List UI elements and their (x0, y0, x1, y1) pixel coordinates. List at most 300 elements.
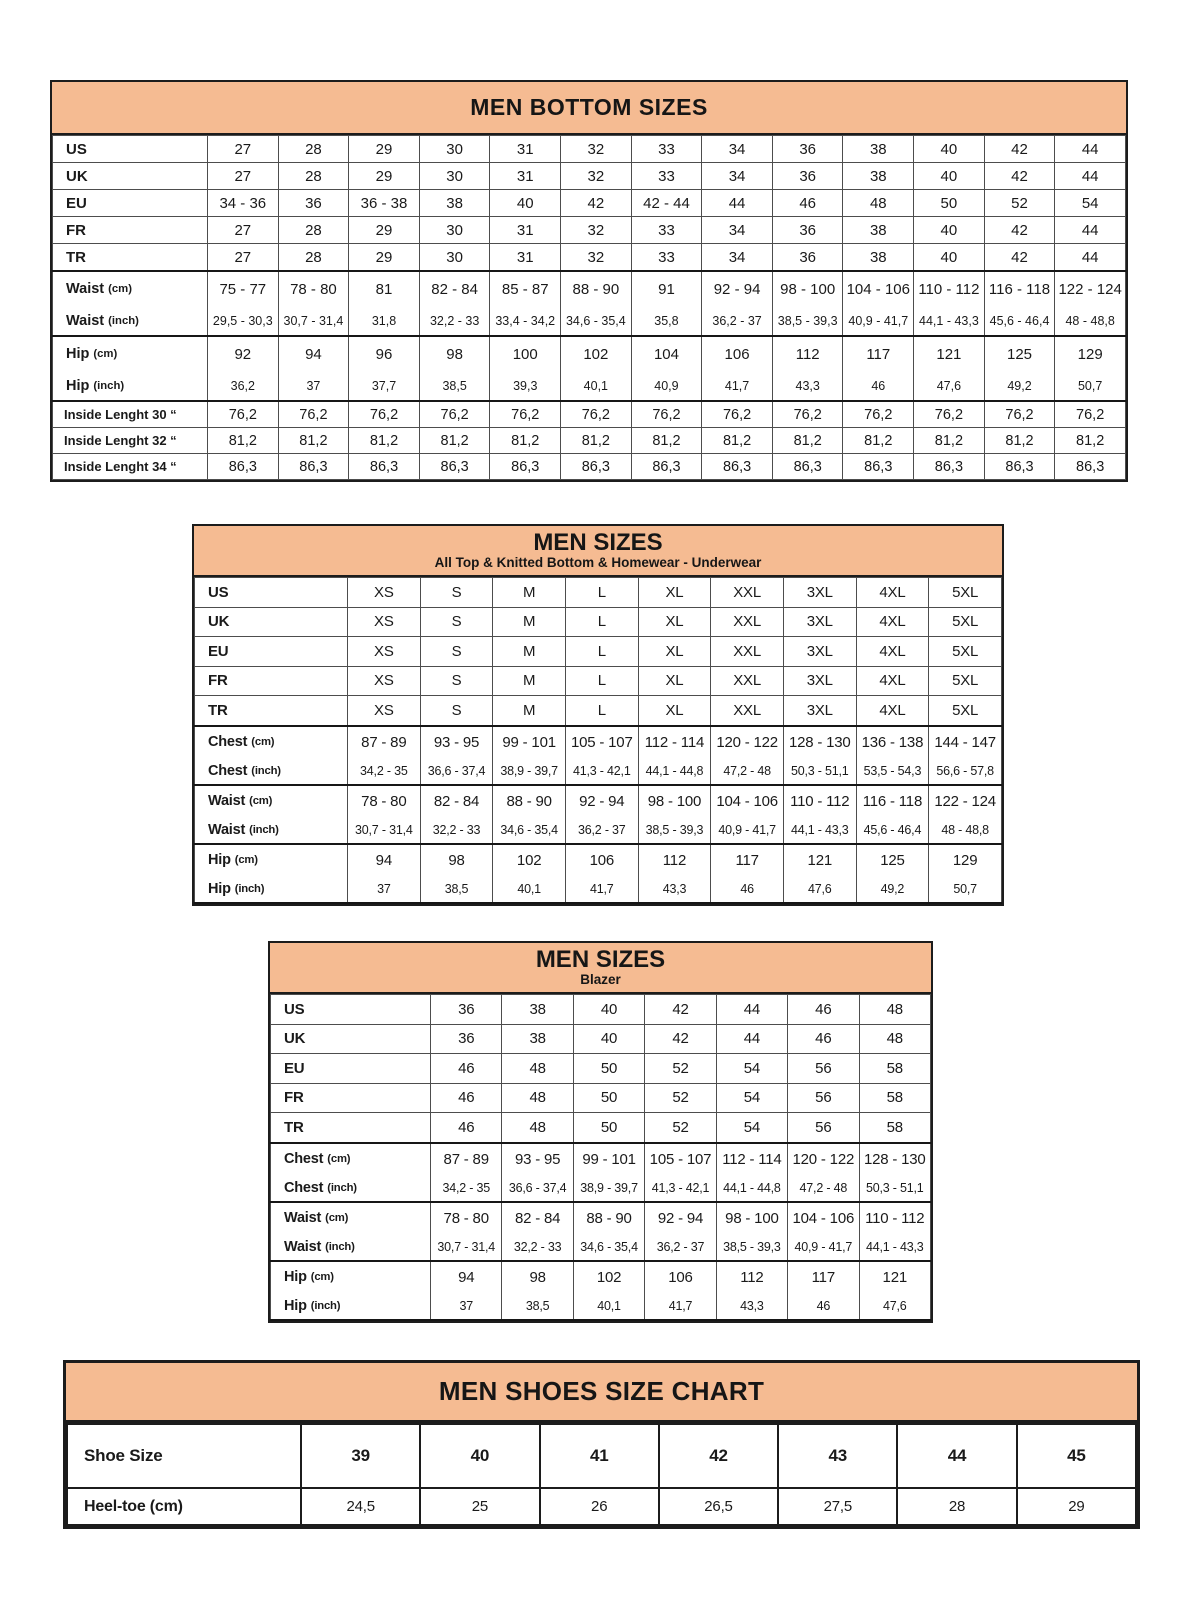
size-cell-inch: 40,1 (597, 1298, 621, 1313)
size-cell: 42 (561, 190, 632, 217)
size-cell (420, 785, 493, 844)
row-label (195, 666, 348, 696)
size-cell-cm: 116 - 118 (862, 792, 923, 810)
row-label-text: US (284, 1000, 305, 1018)
size-cell: 4XL (856, 607, 929, 637)
row-label-line (208, 845, 347, 876)
size-cell-inch: 44,1 - 43,3 (790, 822, 849, 837)
size-cell: 32 (561, 244, 632, 272)
size-cell: 48 (502, 1054, 573, 1084)
size-cell (702, 271, 773, 336)
size-cell: S (420, 637, 493, 667)
size-cell-cm: 125 (880, 851, 905, 869)
row-label (53, 428, 208, 454)
size-cell (1055, 271, 1126, 336)
size-cell (716, 1202, 787, 1261)
row-label-text: TR (284, 1118, 304, 1136)
row-label (53, 190, 208, 217)
size-cell-inch: 38,5 - 39,3 (777, 313, 838, 328)
size-grid (66, 1423, 1137, 1526)
size-cell: S (420, 666, 493, 696)
size-cell: 27 (208, 136, 279, 163)
row-label-text: UK (208, 613, 230, 631)
size-cell: 27 (208, 244, 279, 272)
size-cell (711, 844, 784, 903)
size-cell (573, 1202, 644, 1261)
size-cell-inch: 38,9 - 39,7 (500, 763, 558, 778)
row-label-text: Chest (208, 762, 248, 779)
row-label-unit: (inch) (325, 1240, 355, 1253)
size-cell: 81,2 (843, 428, 914, 454)
size-cell: 86,3 (702, 454, 773, 480)
size-cell-inch: 41,7 (724, 378, 750, 393)
row-label-text: Waist (66, 281, 105, 297)
size-cell: 3XL (783, 637, 856, 667)
size-cell-inch: 38,5 - 39,3 (723, 1239, 781, 1254)
size-cell (843, 271, 914, 336)
size-cell: 28 (278, 217, 349, 244)
size-cell: 3XL (783, 607, 856, 637)
size-cell-cm: 82 - 84 (431, 280, 478, 298)
row-label-line (66, 371, 207, 400)
row-label-text: Chest (208, 734, 248, 750)
table-row (271, 1143, 931, 1202)
size-cell-inch: 49,2 (1007, 378, 1032, 393)
row-label-text: FR (284, 1089, 304, 1107)
size-cell-cm: 98 (529, 1268, 546, 1286)
size-cell: 56 (788, 1113, 859, 1143)
size-cell: 33 (631, 163, 702, 190)
men-bottom-sizes-table (50, 80, 1128, 482)
size-cell: 29 (349, 244, 420, 272)
size-cell-inch: 34,6 - 35,4 (580, 1239, 638, 1254)
table-row (195, 637, 1002, 667)
size-cell: 29 (349, 217, 420, 244)
size-cell-cm: 99 - 101 (582, 1150, 636, 1168)
size-cell-inch: 31,8 (371, 313, 397, 328)
size-cell: 86,3 (208, 454, 279, 480)
size-cell: 34 - 36 (208, 190, 279, 217)
row-label (53, 217, 208, 244)
size-cell-inch: 38,9 - 39,7 (580, 1180, 638, 1195)
size-cell: 42 - 44 (631, 190, 702, 217)
row-label-unit: (cm) (93, 348, 118, 360)
size-cell-inch: 37,7 (371, 378, 397, 393)
size-cell-inch: 41,3 - 42,1 (573, 763, 631, 778)
size-cell: 44 (702, 190, 773, 217)
size-cell (420, 844, 493, 903)
table-row (53, 271, 1126, 336)
size-cell-inch: 47,2 - 48 (799, 1180, 848, 1195)
table-row (195, 607, 1002, 637)
table-header-band (66, 1363, 1137, 1423)
table-header-band (52, 82, 1126, 135)
size-cell: XS (348, 578, 421, 608)
size-cell-cm: 98 - 100 (780, 280, 836, 298)
size-cell: 46 (788, 1024, 859, 1054)
size-cell: 81,2 (208, 428, 279, 454)
row-label-unit: (cm) (108, 283, 132, 295)
row-label (67, 1488, 301, 1525)
size-cell-inch: 34,2 - 35 (360, 763, 408, 778)
size-cell (561, 336, 632, 401)
size-cell-inch: 40,9 - 41,7 (848, 313, 909, 328)
size-cell: 81,2 (278, 428, 349, 454)
size-cell (419, 336, 490, 401)
size-cell: S (420, 696, 493, 726)
row-label (271, 1024, 431, 1054)
size-cell: XXL (711, 607, 784, 637)
size-cell: L (565, 578, 638, 608)
size-cell-inch: 48 - 48,8 (1065, 313, 1115, 328)
row-label-text: Shoe Size (84, 1446, 163, 1465)
table-title: MEN SIZES (535, 946, 666, 974)
size-cell-cm: 122 - 124 (1058, 280, 1122, 298)
size-cell: 31 (490, 163, 561, 190)
size-cell-cm: 120 - 122 (792, 1150, 855, 1168)
size-cell-inch: 37 (377, 881, 391, 896)
size-cell-cm: 78 - 80 (361, 792, 407, 810)
size-cell-inch: 40,1 (517, 881, 541, 896)
size-cell: 86,3 (631, 454, 702, 480)
size-cell-inch: 30,7 - 31,4 (283, 313, 344, 328)
size-cell-inch: 38,5 (525, 1298, 550, 1313)
size-cell: 29 (349, 163, 420, 190)
size-cell-inch: 39,3 (513, 378, 538, 393)
size-cell: 54 (1055, 190, 1126, 217)
row-label-text: EU (66, 194, 87, 212)
size-cell (349, 271, 420, 336)
size-cell: 5XL (929, 666, 1002, 696)
size-cell: 31 (490, 217, 561, 244)
size-cell: 48 (502, 1083, 573, 1113)
size-cell: 29 (349, 136, 420, 163)
size-cell: 30 (419, 244, 490, 272)
row-label (271, 1143, 431, 1202)
size-cell-cm: 81 (375, 280, 393, 298)
size-cell: 50 (573, 1054, 644, 1084)
size-cell-inch: 50,7 (953, 881, 977, 896)
size-cell-inch: 56,6 - 57,8 (936, 763, 994, 778)
row-label-text: Hip (208, 880, 231, 897)
size-cell: 76,2 (490, 401, 561, 428)
size-cell: 38 (843, 217, 914, 244)
size-cell-cm: 98 - 100 (725, 1209, 779, 1227)
size-cell: 29 (1017, 1488, 1136, 1525)
size-cell: 32 (561, 163, 632, 190)
size-cell: 38 (843, 136, 914, 163)
size-cell (772, 271, 843, 336)
size-cell: 58 (859, 1083, 930, 1113)
size-cell-inch: 41,7 (590, 881, 614, 896)
size-cell-cm: 112 (740, 1268, 764, 1286)
size-cell-cm: 102 (516, 851, 542, 869)
size-cell-inch: 45,6 - 46,4 (863, 822, 922, 837)
size-cell: 81,2 (984, 428, 1055, 454)
size-cell (711, 785, 784, 844)
size-cell-inch: 37 (306, 378, 321, 393)
row-label-text: Hip (284, 1297, 307, 1314)
size-cell-cm: 98 - 100 (647, 792, 702, 810)
row-label-line (66, 272, 207, 306)
size-cell: 76,2 (984, 401, 1055, 428)
size-cell-inch: 48 - 48,8 (941, 822, 989, 837)
size-cell: 45 (1017, 1424, 1136, 1488)
table-row (53, 401, 1126, 428)
size-cell: 86,3 (490, 454, 561, 480)
size-cell-cm: 88 - 90 (506, 792, 552, 810)
size-cell (788, 1261, 859, 1320)
size-cell (349, 336, 420, 401)
size-cell-inch: 38,5 - 39,3 (645, 822, 704, 837)
size-cell (278, 271, 349, 336)
size-cell: S (420, 578, 493, 608)
size-cell: 52 (984, 190, 1055, 217)
row-label-unit: (cm) (249, 795, 273, 807)
size-cell: XL (638, 607, 711, 637)
size-cell (431, 1202, 502, 1261)
table-subtitle: Blazer (580, 971, 621, 987)
size-cell-cm: 116 - 118 (988, 280, 1051, 298)
size-cell-cm: 106 (668, 1268, 693, 1286)
size-cell: 76,2 (208, 401, 279, 428)
size-cell-cm: 110 - 112 (865, 1209, 925, 1227)
size-cell-cm: 94 (375, 851, 392, 869)
row-label (271, 1083, 431, 1113)
size-cell: 38 (502, 995, 573, 1025)
size-cell-cm: 94 (458, 1268, 475, 1286)
row-label-unit: (inch) (249, 823, 279, 836)
size-cell (502, 1202, 573, 1261)
size-cell: 5XL (929, 607, 1002, 637)
table-row (67, 1488, 1136, 1525)
table-row (53, 428, 1126, 454)
size-cell: 86,3 (349, 454, 420, 480)
table-row (271, 1024, 931, 1054)
size-cell-inch: 36,2 - 37 (578, 822, 626, 837)
size-cell (565, 726, 638, 785)
row-label-text: Hip (66, 377, 90, 394)
size-cell: 36 (772, 217, 843, 244)
row-label (53, 271, 208, 336)
size-cell: 42 (659, 1424, 778, 1488)
size-cell: 44 (1055, 163, 1126, 190)
row-label-text: TR (66, 248, 86, 266)
table-header-band (270, 943, 931, 994)
table-row (195, 726, 1002, 785)
size-cell (493, 726, 566, 785)
size-cell: 30 (419, 217, 490, 244)
size-cell: 33 (631, 244, 702, 272)
size-cell: 26 (540, 1488, 659, 1525)
size-cell (859, 1202, 930, 1261)
size-cell: 36 (431, 995, 502, 1025)
size-cell-inch: 32,2 - 33 (513, 1239, 562, 1254)
size-cell: 40 (914, 244, 985, 272)
size-cell: 81,2 (914, 428, 985, 454)
size-cell: 44 (716, 1024, 787, 1054)
size-cell: 48 (843, 190, 914, 217)
size-cell (645, 1202, 716, 1261)
size-cell: 81,2 (490, 428, 561, 454)
size-cell-cm: 104 - 106 (792, 1209, 855, 1227)
size-cell: 4XL (856, 637, 929, 667)
row-label-line (284, 1234, 430, 1260)
size-cell: 44 (897, 1424, 1016, 1488)
table-row (271, 1261, 931, 1320)
size-cell: 81,2 (1055, 428, 1126, 454)
size-cell (914, 336, 985, 401)
table-row (53, 190, 1126, 217)
size-cell: 46 (431, 1083, 502, 1113)
size-cell (348, 844, 421, 903)
size-cell-inch: 46 (740, 881, 754, 896)
size-cell-inch: 38,5 (442, 378, 467, 393)
row-label-line (284, 1144, 430, 1175)
size-grid (270, 994, 931, 1321)
row-label-text: Inside Lenght 32 “ (64, 433, 177, 448)
row-label-text: TR (208, 701, 228, 719)
size-cell-cm: 87 - 89 (361, 733, 407, 751)
size-cell-inch: 41,7 (668, 1298, 693, 1313)
table-row (195, 696, 1002, 726)
size-cell: XL (638, 666, 711, 696)
size-cell: 86,3 (278, 454, 349, 480)
size-cell: M (493, 578, 566, 608)
size-cell-inch: 38,5 (444, 881, 469, 896)
row-label (195, 637, 348, 667)
row-label-unit: (inch) (234, 882, 265, 895)
size-cell-inch: 44,1 - 44,8 (723, 1180, 781, 1195)
size-cell: 42 (984, 163, 1055, 190)
size-cell: 86,3 (1055, 454, 1126, 480)
row-label-unit: (cm) (327, 1153, 351, 1165)
size-cell (502, 1261, 573, 1320)
size-cell: 76,2 (561, 401, 632, 428)
row-label-unit: (inch) (310, 1299, 341, 1312)
size-cell-cm: 92 - 94 (713, 280, 761, 298)
size-cell: 32 (561, 136, 632, 163)
size-cell: XXL (711, 578, 784, 608)
size-cell (984, 336, 1055, 401)
size-cell: 40 (914, 163, 985, 190)
size-cell: 36 (772, 163, 843, 190)
size-cell-inch: 49,2 (880, 881, 905, 896)
size-grid (52, 135, 1126, 480)
size-cell: XS (348, 607, 421, 637)
size-cell: XS (348, 666, 421, 696)
size-cell-cm: 82 - 84 (514, 1209, 561, 1227)
row-label (195, 785, 348, 844)
size-cell-cm: 112 (795, 345, 820, 363)
size-cell: 76,2 (1055, 401, 1126, 428)
size-cell-cm: 88 - 90 (572, 280, 620, 298)
size-cell: 58 (859, 1113, 930, 1143)
size-cell-inch: 36,2 - 37 (656, 1239, 705, 1254)
row-label-unit: (cm) (234, 854, 258, 866)
men-shoes-size-chart-table (63, 1360, 1140, 1529)
size-cell: 27 (208, 217, 279, 244)
size-cell (788, 1202, 859, 1261)
size-cell: 33 (631, 136, 702, 163)
size-cell-inch: 46 (871, 378, 886, 393)
size-cell-cm: 120 - 122 (716, 733, 778, 751)
size-cell: 42 (645, 1024, 716, 1054)
row-label-line (66, 337, 207, 371)
size-cell: 46 (772, 190, 843, 217)
row-label (271, 995, 431, 1025)
table-row (53, 136, 1126, 163)
size-cell (856, 785, 929, 844)
size-cell-cm: 105 - 107 (571, 733, 633, 751)
row-label-text: Inside Lenght 34 “ (64, 459, 177, 474)
row-label-line (208, 817, 347, 843)
size-cell-cm: 121 (882, 1268, 907, 1286)
size-cell: 34 (702, 163, 773, 190)
size-cell: 81,2 (631, 428, 702, 454)
size-cell (573, 1261, 644, 1320)
size-cell: 36 (772, 244, 843, 272)
size-cell: 36 (278, 190, 349, 217)
table-row (53, 244, 1126, 272)
row-label (53, 244, 208, 272)
size-cell (431, 1143, 502, 1202)
row-label (195, 578, 348, 608)
row-label (53, 163, 208, 190)
size-cell (573, 1143, 644, 1202)
size-cell: L (565, 637, 638, 667)
size-cell: 34 (702, 244, 773, 272)
size-cell-cm: 121 (936, 345, 962, 363)
row-label-line (284, 1293, 430, 1319)
size-cell (490, 271, 561, 336)
row-label-line (208, 727, 347, 758)
size-cell (490, 336, 561, 401)
size-cell: XXL (711, 696, 784, 726)
size-cell-inch: 32,2 - 33 (429, 313, 480, 328)
size-cell: 52 (645, 1113, 716, 1143)
size-cell: 76,2 (914, 401, 985, 428)
size-cell-inch: 47,2 - 48 (723, 763, 771, 778)
row-label (195, 607, 348, 637)
size-cell: 81,2 (349, 428, 420, 454)
size-cell: 4XL (856, 666, 929, 696)
table-row (195, 578, 1002, 608)
size-cell (788, 1143, 859, 1202)
row-label-line (208, 786, 347, 817)
size-cell: XS (348, 696, 421, 726)
size-cell (493, 844, 566, 903)
size-cell-cm: 93 - 95 (514, 1150, 561, 1168)
row-label-text: Hip (208, 852, 231, 868)
size-cell: 50 (914, 190, 985, 217)
size-cell: 28 (278, 163, 349, 190)
size-cell (565, 785, 638, 844)
table-row (53, 336, 1126, 401)
size-cell-inch: 35,8 (654, 313, 679, 328)
table-subtitle: All Top & Knitted Bottom & Homewear - Underwear (434, 554, 762, 570)
size-cell: 76,2 (843, 401, 914, 428)
size-cell-inch: 36,2 (230, 378, 255, 393)
size-cell-inch: 36,6 - 37,4 (508, 1180, 567, 1195)
size-cell-inch: 44,1 - 44,8 (645, 763, 704, 778)
row-label-unit: (cm) (251, 736, 275, 748)
size-cell: 86,3 (984, 454, 1055, 480)
size-cell (561, 271, 632, 336)
size-cell (859, 1143, 930, 1202)
size-cell (783, 844, 856, 903)
size-cell: 81,2 (419, 428, 490, 454)
